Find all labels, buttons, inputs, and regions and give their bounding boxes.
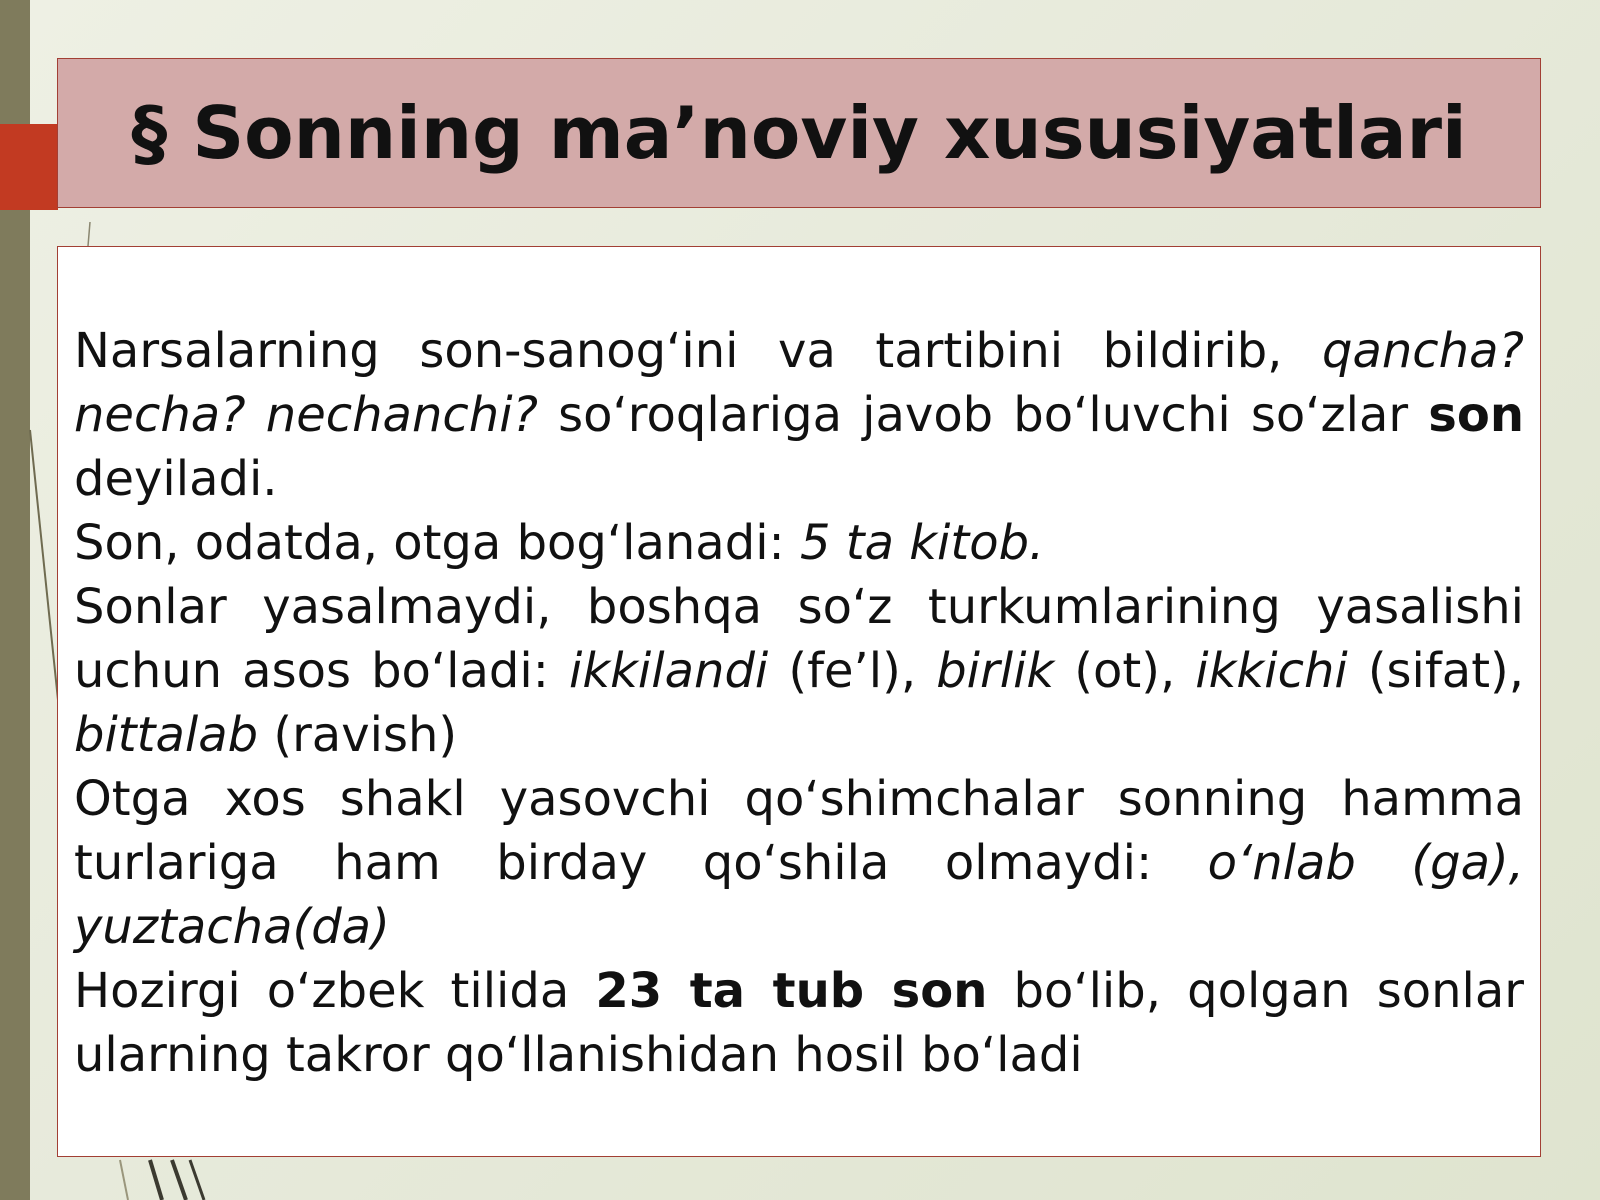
body-paragraph [74,319,1524,511]
red-accent-block [0,124,58,210]
text-run: (sifat), [1347,643,1525,699]
body-paragraph [74,767,1524,959]
text-run: (ot), [1054,643,1196,699]
text-run: bo‘lib, qolgan sonlar ularning takror qo‘llanishidan hosil bo‘ladi [74,963,1524,1083]
italic-text-run: birlik [936,643,1055,699]
body-paragraph [74,959,1524,1087]
content-panel [57,246,1541,1157]
text-run: Otga xos shakl yasovchi qo‘shimchalar sonning hamma turlariga ham birday qo‘shila olmaydi: [74,771,1524,891]
italic-text-run: o‘nlab (ga), yuztacha(da) [74,835,1524,955]
text-run: Son, odatda, otga bog‘lanadi: [74,515,800,571]
italic-text-run: ikkilandi [569,643,769,699]
text-run: (ravish) [258,707,458,763]
text-run: Sonlar yasalmaydi, boshqa so‘z turkumlarining yasalishi uchun asos bo‘ladi: [74,579,1524,699]
italic-text-run: qancha? necha? nechanchi? [74,323,1524,443]
italic-text-run: 5 ta kitob. [799,515,1045,571]
paragraph-list [74,319,1524,1087]
italic-text-run: bittalab [74,707,259,763]
bold-text-run: 23 ta tub son [595,963,988,1019]
title-banner [57,58,1541,208]
body-paragraph [74,575,1524,767]
slide-title: § Sonning ma’noviy xususiyatlari [131,91,1467,175]
italic-text-run: ikkichi [1195,643,1348,699]
text-run: (fe’l), [768,643,937,699]
bold-text-run: son [1428,387,1525,443]
text-run: Narsalarning son-sanog‘ini va tartibini bildirib, [74,323,1322,379]
text-run: deyiladi. [74,451,278,507]
text-run: Hozirgi o‘zbek tilida [74,963,596,1019]
text-run: so‘roqlariga javob bo‘luvchi so‘zlar [538,387,1429,443]
body-paragraph [74,511,1524,575]
